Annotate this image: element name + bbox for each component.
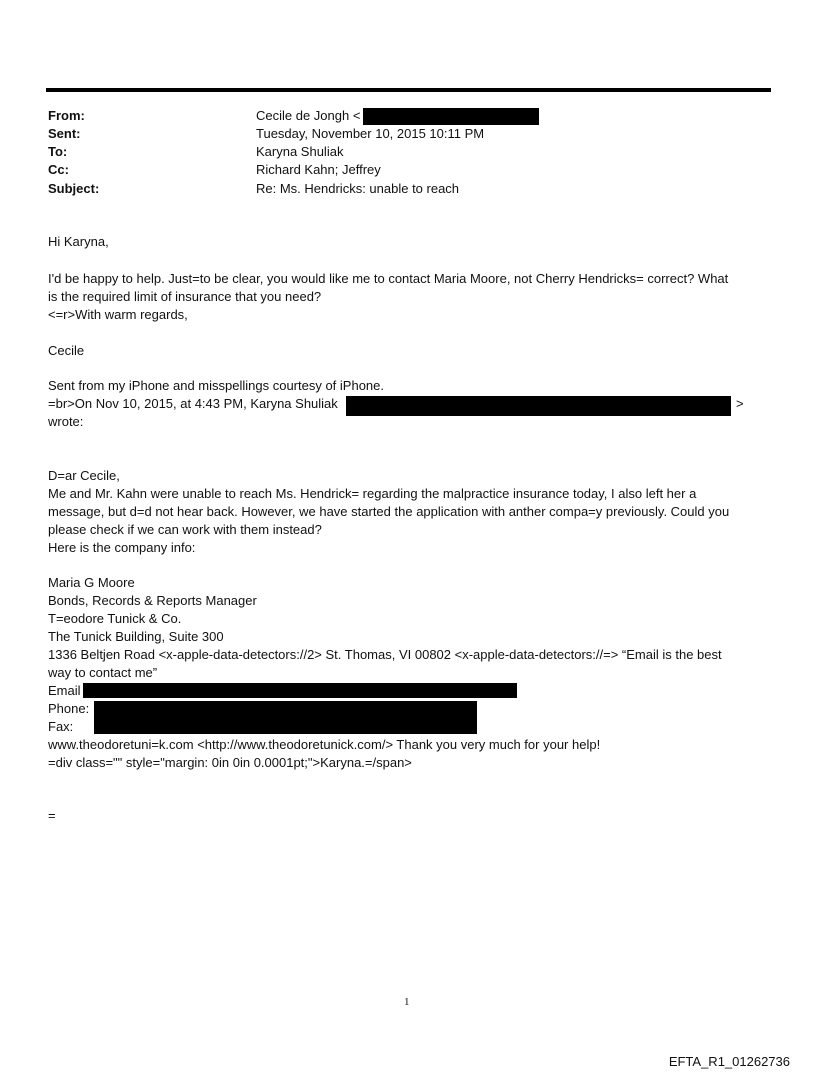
cc-label: Cc:: [48, 162, 69, 177]
contact-company: T=eodore Tunick & Co.: [48, 611, 182, 626]
contact-address-2: way to contact me”: [48, 665, 158, 680]
cc-value: Richard Kahn; Jeffrey: [256, 162, 381, 177]
sent-from-line: Sent from my iPhone and misspellings courtesy of iPhone.: [48, 378, 385, 393]
quote-line2: message, but d=d not hear back. However, we have started the application with anther compa=y previously. Could you: [48, 504, 730, 519]
sent-value: Tuesday, November 10, 2015 10:11 PM: [256, 126, 485, 141]
subject-label: Subject:: [48, 181, 100, 196]
quote-intro: =br>On Nov 10, 2015, at 4:43 PM, Karyna Shuliak: [48, 396, 338, 411]
para1-line1: I'd be happy to help. Just=to be clear, you would like me to contact Maria Moore, not Cherry Hendricks= correct? What: [48, 271, 729, 286]
fax-label: Fax:: [48, 719, 74, 734]
greeting: Hi Karyna,: [48, 234, 109, 249]
quote-line1: Me and Mr. Kahn were unable to reach Ms. Hendrick= regarding the malpractice insurance today, I also left her a: [48, 486, 697, 501]
div-line: =div class="" style="margin: 0in 0in 0.0001pt;">Karyna.=/span>: [48, 755, 412, 770]
sent-label: Sent:: [48, 126, 81, 141]
web-line: www.theodoretuni=k.com <http://www.theodoretunick.com/> Thank you very much for your help!: [48, 737, 601, 752]
header-rule: [46, 88, 771, 92]
phone-label: Phone:: [48, 701, 90, 716]
quote-line3: please check if we can work with them instead?: [48, 522, 322, 537]
redaction-from-email: [363, 108, 539, 125]
from-label: From:: [48, 108, 85, 123]
contact-title: Bonds, Records & Reports Manager: [48, 593, 257, 608]
quote-wrote: wrote:: [48, 414, 84, 429]
para1-line3: <=r>With warm regards,: [48, 307, 188, 322]
from-value: Cecile de Jongh <: [256, 108, 361, 123]
to-label: To:: [48, 144, 68, 159]
page-number: 1: [404, 996, 410, 1008]
quote-line4: Here is the company info:: [48, 540, 196, 555]
trailing-equals: =: [48, 808, 56, 823]
redaction-quote-email: [346, 396, 731, 416]
quote-intro-end: >: [736, 396, 744, 411]
signoff: Cecile: [48, 343, 85, 358]
contact-name: Maria G Moore: [48, 575, 135, 590]
redaction-phone-fax: [94, 701, 477, 734]
to-value: Karyna Shuliak: [256, 144, 344, 159]
dear-line: D=ar Cecile,: [48, 468, 120, 483]
contact-building: The Tunick Building, Suite 300: [48, 629, 224, 644]
contact-address: 1336 Beltjen Road <x-apple-data-detectors://2> St. Thomas, VI 00802 <x-apple-data-detectors://=> “Email is the best: [48, 647, 722, 662]
para1-line2: is the required limit of insurance that you need?: [48, 289, 322, 304]
redaction-email: [83, 683, 517, 698]
subject-value: Re: Ms. Hendricks: unable to reach: [256, 181, 460, 196]
bates-number: EFTA_R1_01262736: [668, 1054, 790, 1069]
email-label: Email: [48, 683, 81, 698]
